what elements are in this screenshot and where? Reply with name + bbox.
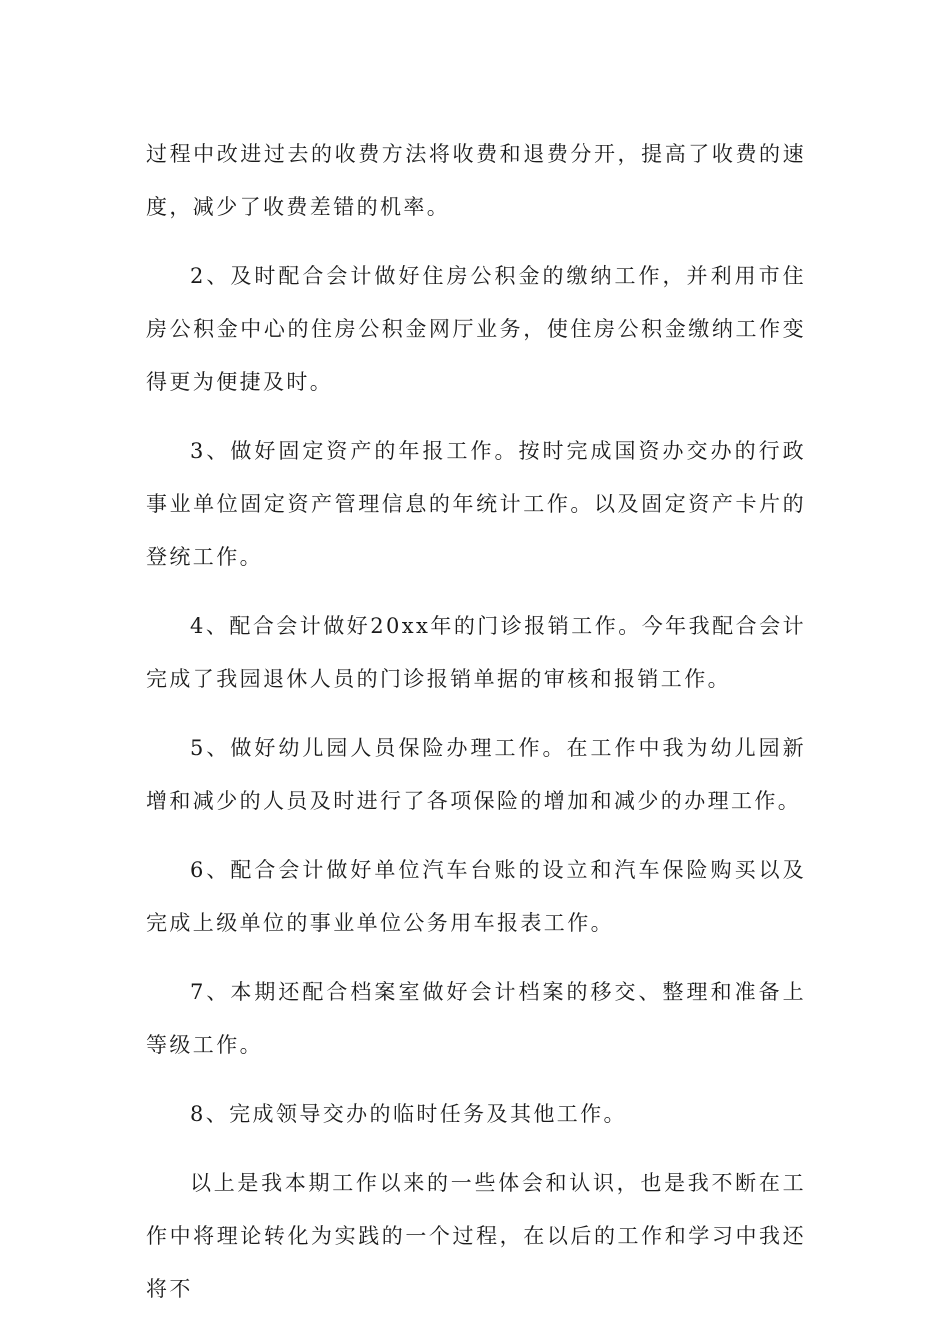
paragraph-item-3: 3、做好固定资产的年报工作。按时完成国资办交办的行政事业单位固定资产管理信息的年统计工作。以及固定资产卡片的登统工作。 xyxy=(146,439,806,569)
paragraph-item-8: 8、完成领导交办的临时任务及其他工作。 xyxy=(190,1102,627,1126)
paragraph-summary: 以上是我本期工作以来的一些体会和认识，也是我不断在工作中将理论转化为实践的一个过程，在以后的工作和学习中我还将不 xyxy=(146,1171,806,1301)
paragraph-item-4: 4、配合会计做好20xx年的门诊报销工作。今年我配合会计完成了我园退休人员的门诊报销单据的审核和报销工作。 xyxy=(146,614,806,691)
paragraph-item-7: 7、本期还配合档案室做好会计档案的移交、整理和准备上等级工作。 xyxy=(146,980,806,1057)
paragraph-continuation: 过程中改进过去的收费方法将收费和退费分开，提高了收费的速度，减少了收费差错的机率。 xyxy=(146,142,806,219)
document-body xyxy=(146,128,806,1332)
paragraph-item-6: 6、配合会计做好单位汽车台账的设立和汽车保险购买以及完成上级单位的事业单位公务用车报表工作。 xyxy=(146,858,806,935)
paragraph-item-2: 2、及时配合会计做好住房公积金的缴纳工作，并利用市住房公积金中心的住房公积金网厅业务，使住房公积金缴纳工作变得更为便捷及时。 xyxy=(146,264,806,394)
paragraph-item-5: 5、做好幼儿园人员保险办理工作。在工作中我为幼儿园新增和减少的人员及时进行了各项保险的增加和减少的办理工作。 xyxy=(146,736,806,813)
